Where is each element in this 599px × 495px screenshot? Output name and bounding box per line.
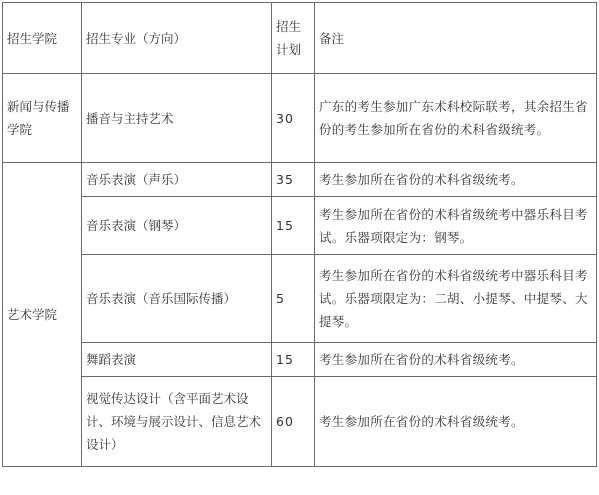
plan-cell: 15 [272, 197, 315, 255]
note-cell: 考生参加所在省份的术科省级统考中器乐科目考试。乐器项限定为：二胡、小提琴、中提琴、大提琴。 [315, 255, 597, 343]
table-row [3, 377, 597, 467]
table-row [3, 74, 597, 163]
note-cell: 考生参加所在省份的术科省级统考中器乐科目考试。乐器项限定为：钢琴。 [315, 197, 597, 255]
plan-cell: 35 [272, 163, 315, 197]
major-cell: 音乐表演（声乐） [82, 163, 272, 197]
plan-cell: 15 [272, 343, 315, 377]
major-cell: 音乐表演（音乐国际传播） [82, 255, 272, 343]
note-cell: 广东的考生参加广东术科校际联考，其余招生省份的考生参加所在省份的术科省级统考。 [315, 74, 597, 163]
table-row [3, 255, 597, 343]
table-row [3, 197, 597, 255]
header-plan: 招生计划 [272, 3, 315, 74]
plan-cell: 60 [272, 377, 315, 467]
plan-cell: 30 [272, 74, 315, 163]
college-cell: 艺术学院 [3, 163, 82, 467]
table-header-row [3, 3, 597, 74]
note-cell: 考生参加所在省份的术科省级统考。 [315, 343, 597, 377]
major-cell: 视觉传达设计（含平面艺术设计、环境与展示设计、信息艺术设计） [82, 377, 272, 467]
major-cell: 播音与主持艺术 [82, 74, 272, 163]
note-cell: 考生参加所在省份的术科省级统考。 [315, 377, 597, 467]
header-college: 招生学院 [3, 3, 82, 74]
note-cell: 考生参加所在省份的术科省级统考。 [315, 163, 597, 197]
plan-cell: 5 [272, 255, 315, 343]
admissions-plan-table [2, 2, 597, 467]
table-row [3, 343, 597, 377]
major-cell: 舞蹈表演 [82, 343, 272, 377]
header-major: 招生专业（方向） [82, 3, 272, 74]
major-cell: 音乐表演（钢琴） [82, 197, 272, 255]
table-row [3, 163, 597, 197]
college-cell: 新闻与传播学院 [3, 74, 82, 163]
header-note: 备注 [315, 3, 597, 74]
